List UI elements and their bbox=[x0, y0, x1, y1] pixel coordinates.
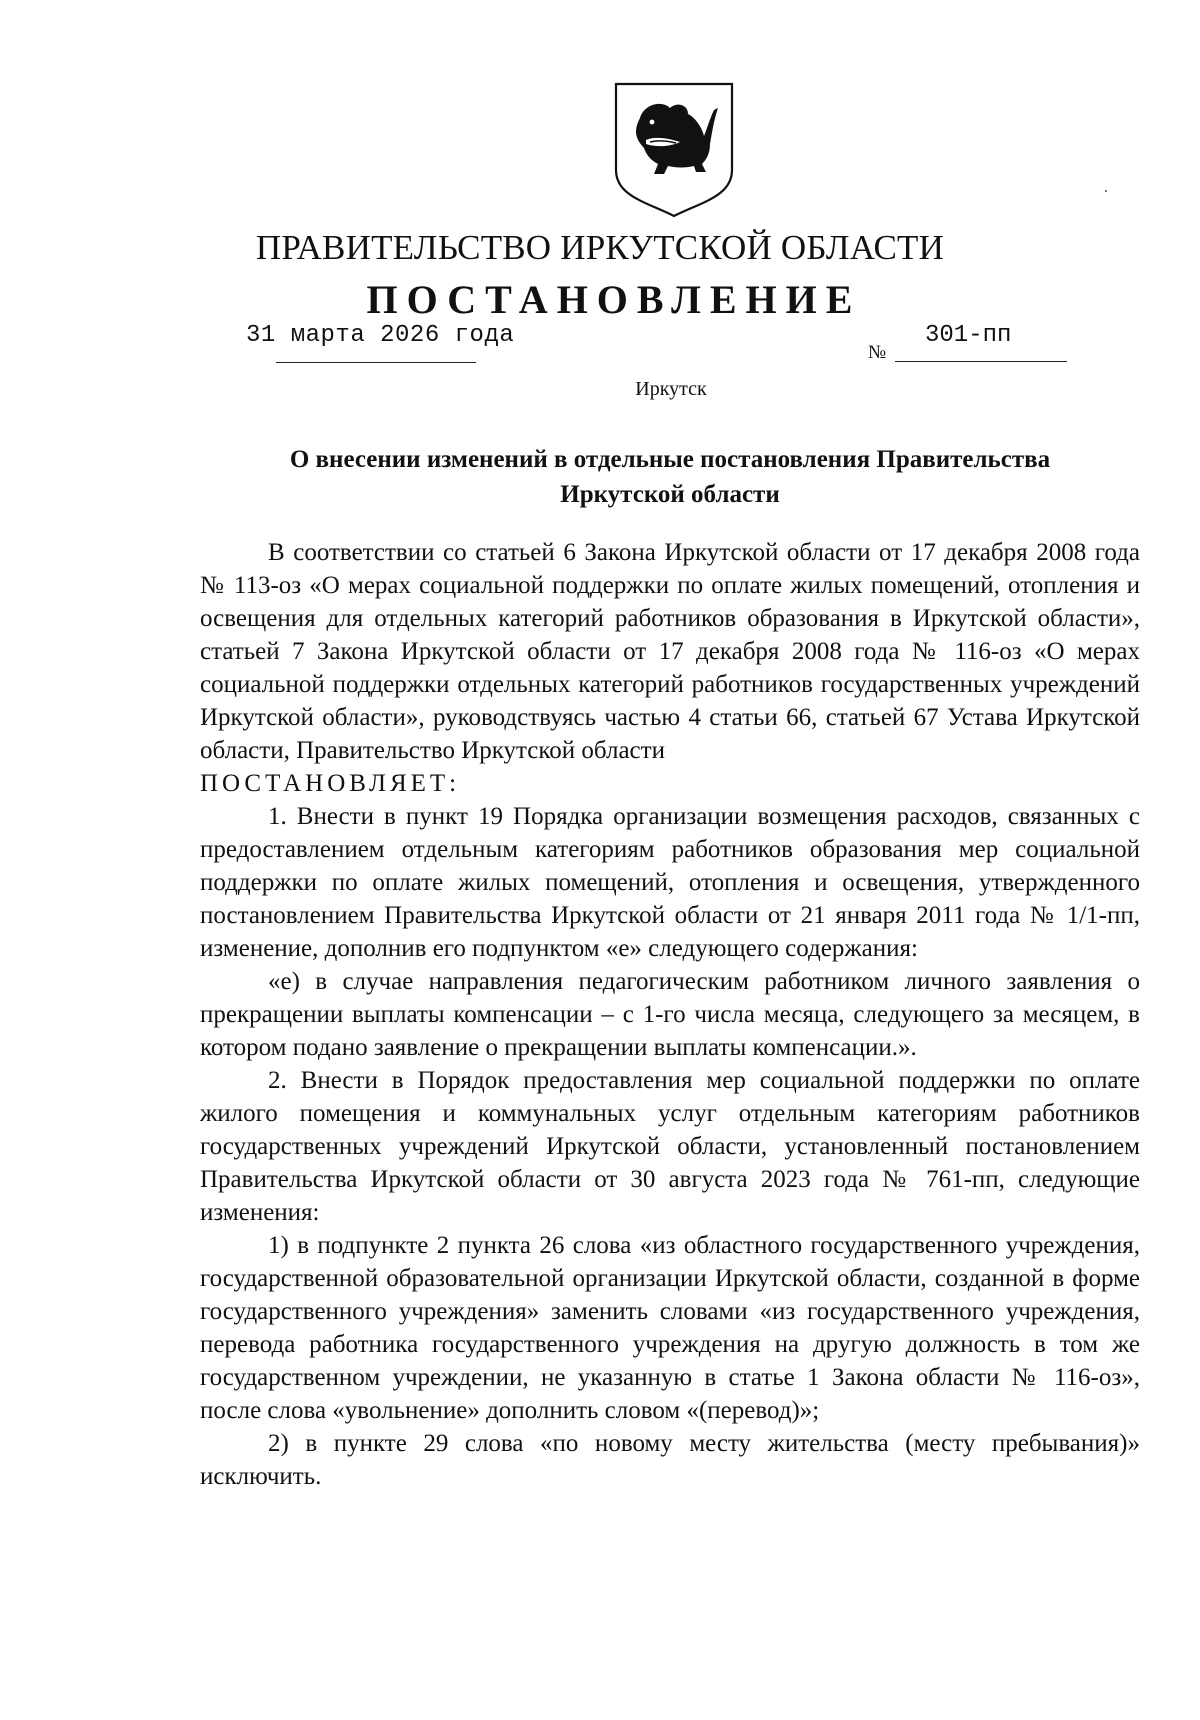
document-type: ПОСТАНОВЛЕНИЕ bbox=[366, 277, 862, 322]
item-2-subitem-1-paragraph: 1) в подпункте 2 пункта 26 слова «из областного государственного учреждения, государственной образовательной организации Иркутской области, созданной в форме государственного учреждения» заменить словами «из государственного учреждения, перевода работника государственного учреждения на другую должность в том же государственном учреждении, не указанную в статье 1 Закона области № 116-оз», после слова «увольнение» дополнить словом «(перевод)»; bbox=[200, 1232, 1140, 1424]
subject-line-2: Иркутской области bbox=[560, 481, 780, 508]
document-date: 31 марта 2026 года bbox=[246, 322, 515, 349]
coat-of-arms-icon bbox=[610, 78, 738, 218]
item-1-quote-paragraph: «е) в случае направления педагогическим работником личного заявления о прекращении выплаты компенсации – с 1-го числа месяца, следующего за месяцем, в котором подано заявление о прекращении выплаты компенсации.». bbox=[200, 968, 1140, 1061]
number-sign: № bbox=[868, 342, 887, 363]
date-underline bbox=[276, 362, 476, 363]
number-underline bbox=[895, 361, 1067, 362]
scan-speck bbox=[1105, 190, 1107, 192]
subject-line-1: О внесении изменений в отдельные постановления Правительства bbox=[289, 446, 1051, 473]
item-2-subitem-2-paragraph: 2) в пункте 29 слова «по новому месту жительства (месту пребывания)» исключить. bbox=[200, 1430, 1140, 1490]
preamble-paragraph: В соответствии со статьей 6 Закона Иркутской области от 17 декабря 2008 года № 113-оз «О мерах социальной поддержки по оплате жилых помещений, отопления и освещения для отдельных категорий работников образования в Иркутской области», статьей 7 Закона Иркутской области от 17 декабря 2008 года № 116-оз «О мерах социальной поддержки отдельных категорий работников государственных учреждений Иркутской области», руководствуясь частью 4 статьи 66, статьей 67 Устава Иркутской области, Правительство Иркутской области bbox=[200, 539, 1140, 764]
document-subject bbox=[200, 442, 1140, 512]
government-title: ПРАВИТЕЛЬСТВО ИРКУТСКОЙ ОБЛАСТИ bbox=[255, 228, 945, 267]
document-number: 301-пп bbox=[925, 322, 1012, 349]
resolves-heading: ПОСТАНОВЛЯЕТ: bbox=[200, 770, 461, 797]
item-2-paragraph: 2. Внести в Порядок предоставления мер социальной поддержки по оплате жилого помещения и коммунальных услуг отдельным категориям работников государственных учреждений Иркутской области, установленный постановлением Правительства Иркутской области от 30 августа 2023 года № 761-пп, следующие изменения: bbox=[200, 1067, 1140, 1226]
item-1-paragraph: 1. Внести в пункт 19 Порядка организации возмещения расходов, связанных с предоставлением отдельным категориям работников образования мер социальной поддержки по оплате жилых помещений, отопления и освещения, утвержденного постановлением Правительства Иркутской области от 21 января 2011 года № 1/1-пп, изменение, дополнив его подпунктом «е» следующего содержания: bbox=[200, 803, 1140, 962]
city-name: Иркутск bbox=[635, 378, 707, 400]
document-body bbox=[200, 536, 1140, 1493]
